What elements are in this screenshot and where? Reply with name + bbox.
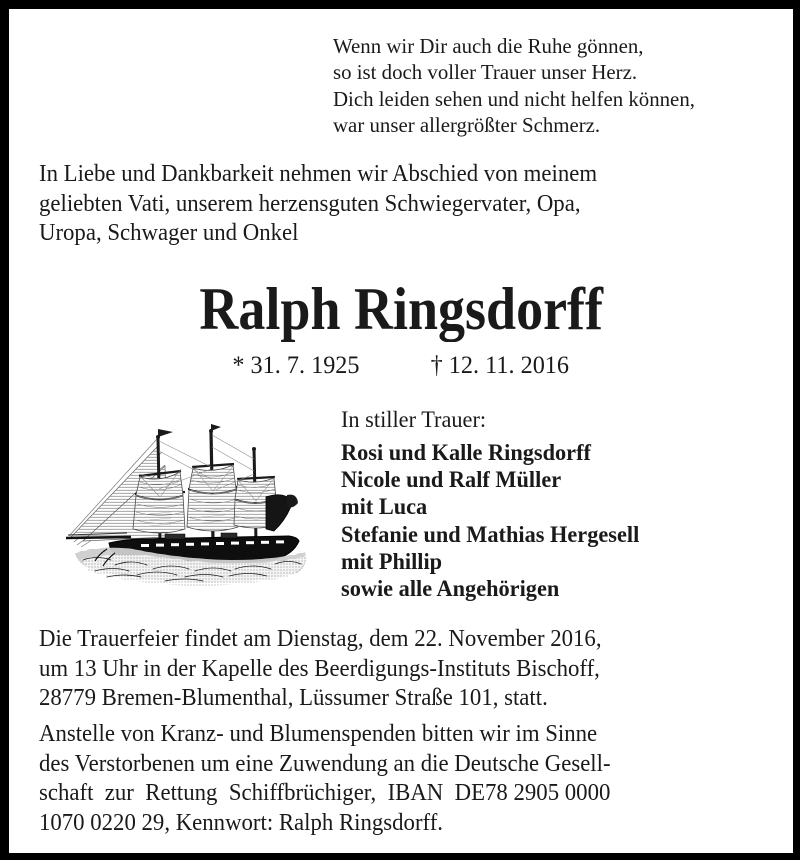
- life-dates: [9, 350, 793, 380]
- ceremony-line: Die Trauerfeier findet am Dienstag, dem 22. November 2016,: [39, 625, 602, 652]
- ceremony-line: 28779 Bremen-Blumenthal, Lüssumer Straße 101, statt.: [39, 684, 548, 712]
- obituary-content: [9, 9, 793, 853]
- donation-line: Anstelle von Kranz- und Blumenspenden bitten wir im Sinne: [39, 720, 598, 747]
- deceased-name: [9, 277, 793, 341]
- intro-line: Uropa, Schwager und Onkel: [39, 219, 299, 246]
- donation-request: [39, 719, 791, 838]
- ceremony-details: [39, 624, 791, 713]
- list-item: Nicole und Ralf Müller: [341, 467, 562, 494]
- deceased-name-text: Ralph Ringsdorff: [199, 276, 603, 342]
- sailing-ship-icon: [61, 419, 313, 594]
- mourners-heading: In stiller Trauer:: [341, 407, 487, 433]
- introduction-paragraph: [39, 159, 791, 248]
- list-item: Rosi und Kalle Ringsdorff: [341, 440, 591, 466]
- death-date: † 12. 11. 2016: [430, 350, 570, 379]
- verse-line: Dich leiden sehen und nicht helfen können,: [333, 86, 695, 111]
- list-item: sowie alle Angehörigen: [341, 576, 560, 603]
- verse-line: war unser allergrößter Schmerz.: [333, 113, 601, 138]
- verse-line: so ist doch voller Trauer unser Herz.: [333, 60, 638, 85]
- ceremony-line: um 13 Uhr in der Kapelle des Beerdigungs-Instituts Bischoff,: [39, 654, 600, 682]
- donation-line: schaft zur Rettung Schiffbrüchiger, IBAN DE78 2905 0000: [39, 779, 611, 807]
- intro-line: geliebten Vati, unserem herzensguten Schwiegervater, Opa,: [39, 189, 581, 217]
- mourners-section: [341, 405, 655, 603]
- birth-date: * 31. 7. 1925: [232, 350, 360, 379]
- list-item: mit Phillip: [341, 548, 443, 575]
- memorial-verse: [333, 33, 706, 139]
- mourners-list: [341, 440, 655, 603]
- verse-line: Wenn wir Dir auch die Ruhe gönnen,: [333, 34, 644, 58]
- donation-line: des Verstorbenen um eine Zuwendung an die Deutsche Gesell-: [39, 749, 611, 777]
- list-item: Stefanie und Mathias Hergesell: [341, 521, 640, 548]
- intro-line: In Liebe und Dankbarkeit nehmen wir Abschied von meinem: [39, 160, 598, 187]
- donation-line: 1070 0220 29, Kennwort: Ralph Ringsdorff.: [39, 809, 443, 837]
- list-item: mit Luca: [341, 494, 428, 521]
